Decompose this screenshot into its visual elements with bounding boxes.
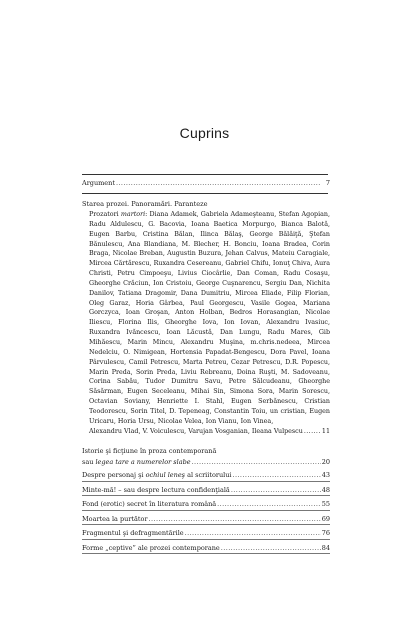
toc-entry-argument[interactable] xyxy=(82,178,330,189)
dot-leader xyxy=(304,427,321,437)
page-number: 76 xyxy=(321,529,330,538)
authors-paragraph xyxy=(89,210,330,427)
section-divider xyxy=(82,193,328,194)
page-number: 11 xyxy=(321,427,330,435)
toc-entry-istorie[interactable] xyxy=(82,446,330,467)
page-number: 7 xyxy=(325,179,330,187)
page-number: 48 xyxy=(321,485,330,494)
entry-title: Fragmentul şi defragmentările xyxy=(82,529,184,538)
entry-title: Moartea la purtător xyxy=(82,514,148,523)
dot-leader xyxy=(221,543,321,554)
entry-title-line1: Istorie şi ficţiune în proza contemporană xyxy=(82,447,217,456)
entry-title: Fond (erotic) secret în literatura română xyxy=(82,500,217,509)
authors-last-line xyxy=(89,427,330,437)
dot-leader xyxy=(192,457,321,468)
entry-title: sau legea tare a numerelor slabe xyxy=(82,457,191,466)
lead-label: Prozatori xyxy=(89,211,121,218)
dot-leader xyxy=(233,470,321,481)
page-number: 69 xyxy=(321,514,330,523)
toc-entry-fragmentul[interactable] xyxy=(82,528,330,540)
toc-entry-starea-prozei[interactable] xyxy=(82,199,330,437)
toc-entry-moartea[interactable] xyxy=(82,514,330,526)
dot-leader xyxy=(217,499,321,510)
table-of-contents xyxy=(82,178,330,554)
page-number: 20 xyxy=(321,457,330,466)
toc-entry-personaj[interactable] xyxy=(82,470,330,482)
dot-leader xyxy=(185,528,321,539)
toc-entry-minte-ma[interactable] xyxy=(82,485,330,497)
entry-title: Forme „ceptive” ale prozei contemporane xyxy=(82,543,220,552)
dot-leader xyxy=(231,485,321,496)
section-heading: Starea prozei. Panoramări. Paranteze xyxy=(82,199,208,208)
dot-leader xyxy=(149,514,321,525)
page-number: 84 xyxy=(321,543,330,552)
entry-title: Argument xyxy=(82,179,115,187)
entry-title: Minte-mă! – sau despre lectura confidenţială xyxy=(82,485,230,494)
page-title: Cuprins xyxy=(179,125,230,141)
dot-leader xyxy=(116,178,321,189)
entry-title: Despre personaj şi ochiul leneş al scriitorului xyxy=(82,471,232,480)
page-number: 55 xyxy=(321,500,330,509)
lead-italic: martori xyxy=(120,211,146,218)
toc-entry-fond-erotic[interactable] xyxy=(82,499,330,511)
page-number: 43 xyxy=(321,471,330,480)
authors-last-text: Alexandru Vlad, V. Voiculescu, Varujan Vosganian, Ileana Vulpescu xyxy=(89,427,303,435)
authors-list: : Diana Adamek, Gabriela Adameşteanu, Stefan Agopian, Radu Aldulescu, G. Bacovia, Ioana Baetica Morpurgo, Bianca Balotă, Eugen Barbu, Cristina Bălan, Ilinca Bălaş, George Bălăiţă, Ştefan Bănulescu, Ana Blandiana, M. Blecher, H. Bonciu, Ioana Bradea, Corin Braga, Nicolae Breban, Augustin Buzura, Jehan Calvus, Mateiu Caragiale, Mircea Cărtărescu, Ruxandra Cesereanu, Gabriel Chifu, Ionuţ Chiva, Aura Christi, Petru Cimpoeşu, Livius Ciocârlie, Dan Coman, Radu Cosaşu, Gheorghe Crăciun, Ion Cristoiu, George Cuşnarencu, Sergiu Dan, Nichita Danilov, Tatiana Dragomir, Dana Dumitriu, Mircea Eliade, Filip Florian, Oleg Garaz, Horia Gârbea, Paul Georgescu, Vasile Gogea, Mariana Gorczyca, Ioan Groşan, Anton Holban, Bedros Horasangian, Nicolae Iliescu, Florina Ilis, Gheorghe Iova, Ion Iovan, Alexandru Ivasiuc, Ruxandra Ivăncescu, Ioan Lăcustă, Dan Lungu, Radu Mares, Gib Mihăescu, Marin Mincu, Alexandru Muşina, m.chris.nedeea, Mircea Nedelciu, O. Nimigean, Hortensia Papadat-Bengescu, Dora Pavel, Ioana Pârvulescu, Camil Petrescu, Marta Petreu, Cezar Petrescu, D.R. Popescu, Marin Preda, Sorin Preda, Liviu Rebreanu, Doina Ruşti, M. Sadoveanu, Corina Sabău, Tudor Dumitru Savu, Petre Sălcudeanu, Gheorghe Săsărman, Eugen Seceleanu, Mihai Sin, Simona Sora, Marin Sorescu, Octavian Soviany, Henriette I. Stahl, Eugen Serbănescu, Cristian Teodorescu, Sorin Titel, D. Tepeneag, Constantin Toiu, un cristian, Eugen Uricaru, Horia Ursu, Nicolae Velea, Ion Vianu, Ion Vinea, xyxy=(89,211,330,425)
toc-entry-forme-ceptive[interactable] xyxy=(82,543,330,555)
top-divider xyxy=(82,174,328,175)
